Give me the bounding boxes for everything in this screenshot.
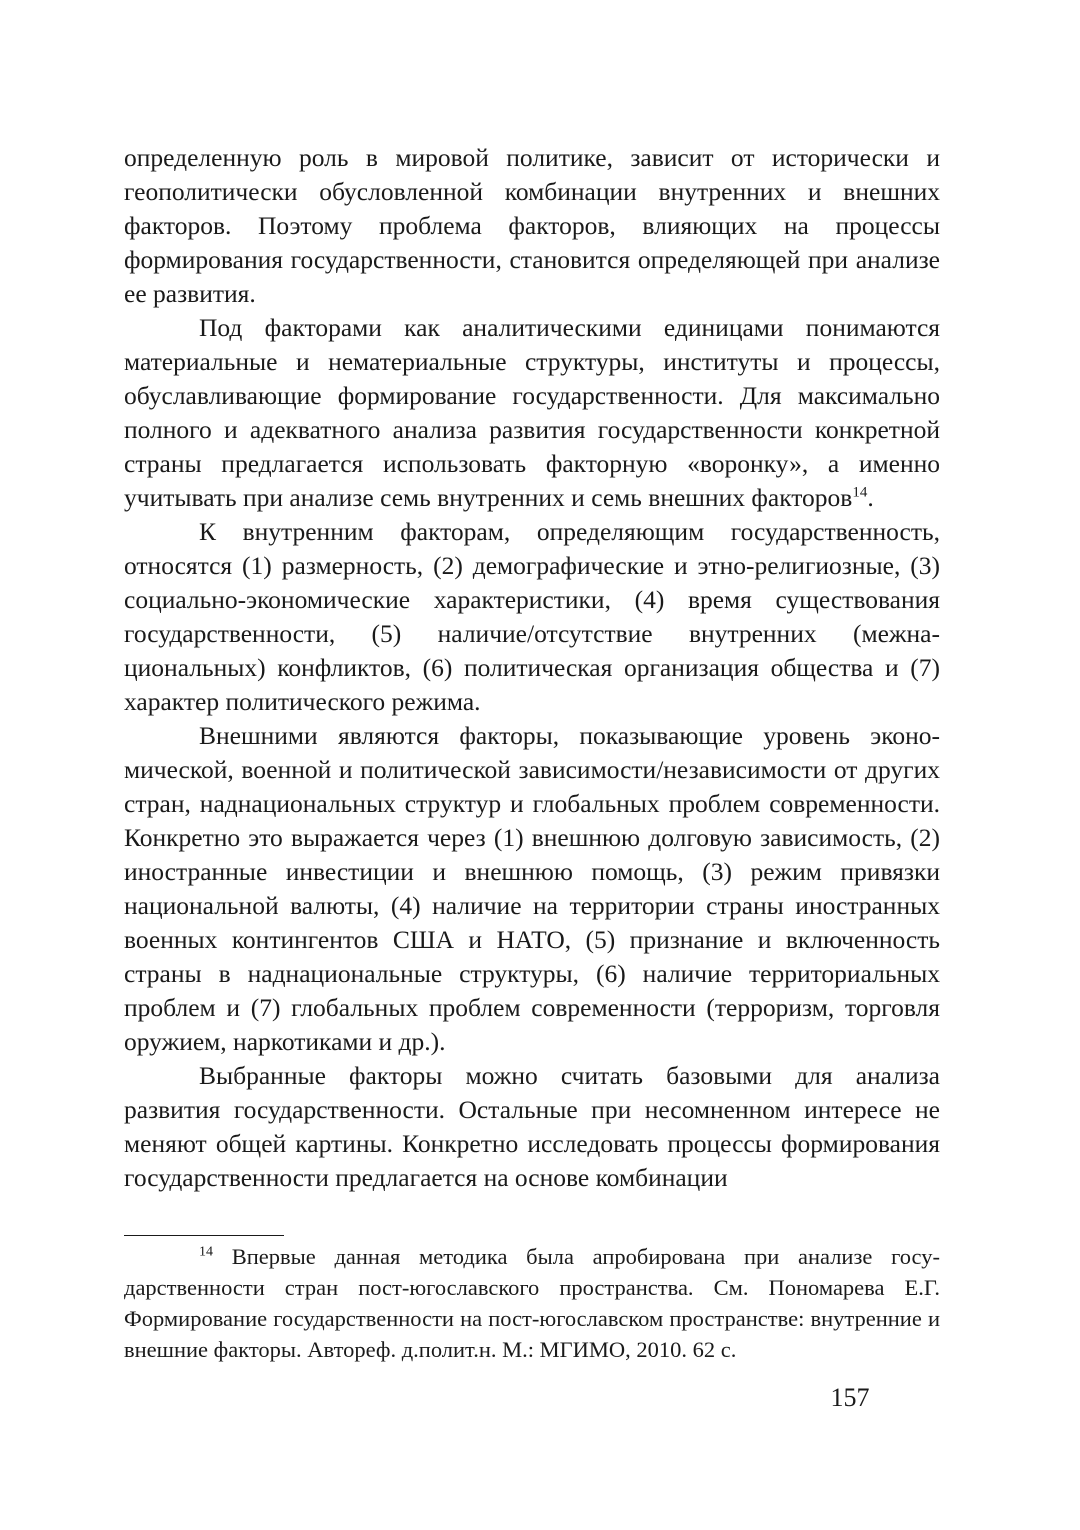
paragraph-tail: . <box>867 483 874 512</box>
paragraph-text: Под факторами как аналитическими единицами понимаются материальные и нематериальные структуры, институты и процессы, обуславливающие формирование государственности. Для максимально полного и адекватного анализа развития государственности конкретной страны предлагается использовать факторную «воронку», а именно учитывать при анализе семь внутренних и семь внешних факторов <box>124 313 940 512</box>
paragraph-selected-factors: Выбранные факторы можно считать базовыми для анализа развития государственности. Остальные при несомненном интересе не меняют общей картины. Конкретно исследовать процессы формирования государственности предлагается на основе комбинации <box>124 1061 940 1192</box>
footnote-reference[interactable]: 14 <box>852 484 868 501</box>
footnote-separator <box>124 1235 284 1236</box>
footnote-text: Впервые данная методика была апробирована при анализе государственности стран пост-югославского пространства. См. Пономарева Е.Г. Формирование государственности на пост-югославском пространстве: внутренние и внешние факторы. Автореф. д.полит.н. М.: МГИМО, 2010. 62 с. <box>124 1244 940 1362</box>
footnote <box>124 1241 940 1365</box>
page-body <box>124 141 940 1195</box>
paragraph-factors-definition <box>124 311 940 515</box>
footnote-number: 14 <box>199 1244 213 1260</box>
paragraph-continuation: определенную роль в мировой политике, зависит от исторически и геополитически обусловленной комбинации внутренних и внешних факторов. Поэтому проблема факторов, влияющих на процессы формирования государственности, становится определяющей при анализе ее развития. <box>124 143 940 308</box>
page-number: 157 <box>830 1383 870 1412</box>
paragraph-internal-factors: К внутренним факторам, определяющим государственность, относятся (1) размерность, (2) демографические и этно-религиозные, (3) социально-экономические характеристики, (4) время существования государственности, (5) наличие/отсутствие внутренних (межнациональных) конфликтов, (6) политическая организация общества и (7) характер политического режима. <box>124 517 940 716</box>
paragraph-external-factors: Внешними являются факторы, показывающие уровень экономической, военной и политической зависимости/независимости от других стран, наднациональных структур и глобальных проблем современности. Конкретно это выражается через (1) внешнюю долговую зависимость, (2) иностранные инвестиции и внешнюю помощь, (3) режим привязки национальной валюты, (4) наличие на территории страны иностранных военных контингентов США и НАТО, (5) признание и включенность страны в наднациональные структуры, (6) наличие территориальных проблем и (7) глобальных проблем современности (терроризм, торговля оружием, наркотиками и др.). <box>124 721 940 1056</box>
